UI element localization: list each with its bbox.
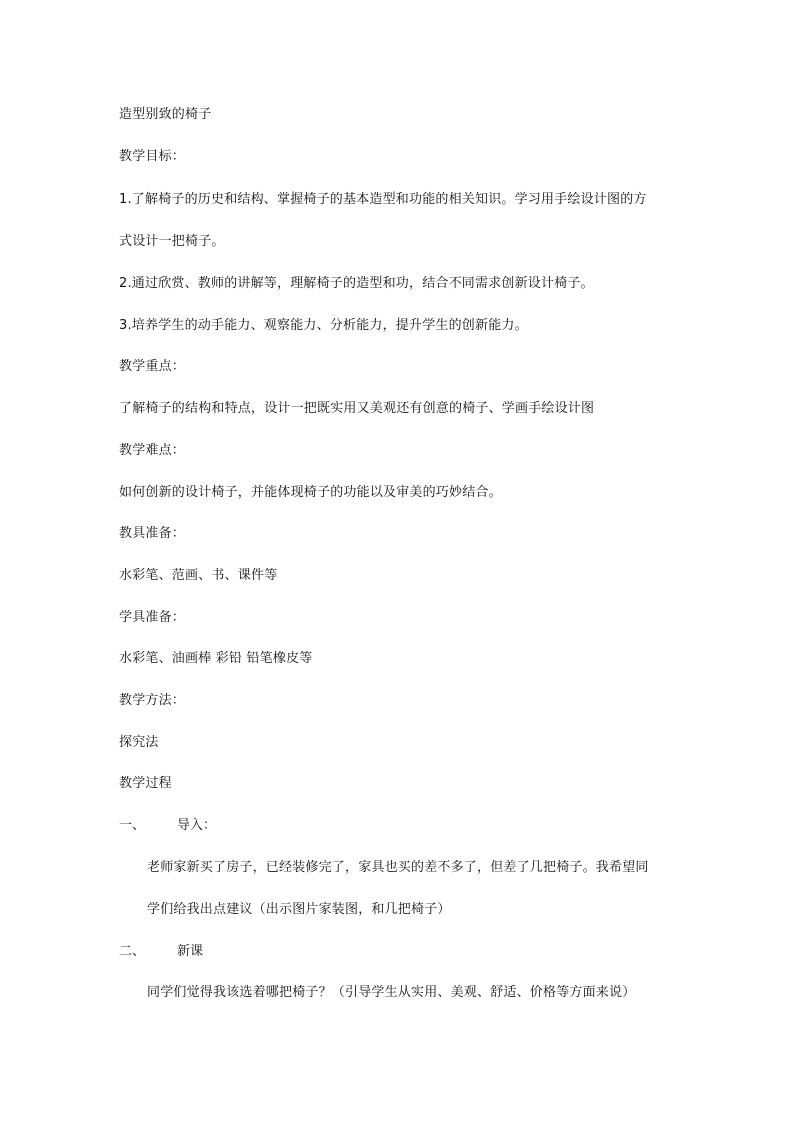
objective-2: 2.通过欣赏、教师的讲解等，理解椅子的造型和功，结合不同需求创新设计椅子。 <box>119 276 594 291</box>
section-1-text-line-1: 老师家新买了房子，已经装修完了，家具也买的差不多了，但差了几把椅子。我希望同 <box>147 860 649 875</box>
section-1-heading <box>119 818 216 834</box>
teacher-tools-text: 水彩笔、范画、书、课件等 <box>119 568 278 583</box>
key-points-heading: 教学重点： <box>119 359 186 374</box>
difficulties-heading: 教学难点： <box>119 443 186 458</box>
teacher-tools-heading: 教具准备： <box>119 526 186 541</box>
difficulties-text: 如何创新的设计椅子，并能体现椅子的功能以及审美的巧妙结合。 <box>119 485 502 500</box>
objective-1-line-2: 式设计一把椅子。 <box>119 234 225 249</box>
section-2-text: 同学们觉得我该选着哪把椅子？（引导学生从实用、美观、舒适、价格等方面来说） <box>147 985 636 1000</box>
section-2-marker: 二、 <box>119 944 146 959</box>
section-1-text-line-2: 学们给我出点建议（出示图片家装图，和几把椅子） <box>147 902 451 917</box>
section-1-title: 导入： <box>177 818 217 833</box>
methods-text: 探究法 <box>119 735 159 750</box>
section-2-heading <box>119 944 203 960</box>
objective-1-line-1: 1.了解椅子的历史和结构、掌握椅子的基本造型和功能的相关知识。学习用手绘设计图的方 <box>119 192 647 207</box>
process-heading: 教学过程 <box>119 776 172 791</box>
key-points-text: 了解椅子的结构和特点，设计一把既实用又美观还有创意的椅子、学画手绘设计图 <box>119 401 595 416</box>
section-2-title: 新课 <box>177 944 204 959</box>
document-title: 造型别致的椅子 <box>119 107 212 122</box>
objectives-heading: 教学目标： <box>119 149 186 164</box>
methods-heading: 教学方法： <box>119 693 186 708</box>
section-1-marker: 一、 <box>119 818 146 833</box>
student-tools-heading: 学具准备： <box>119 610 186 625</box>
student-tools-text: 水彩笔、油画棒 彩铅 铅笔橡皮等 <box>119 651 313 666</box>
objective-3: 3.培养学生的动手能力、观察能力、分析能力，提升学生的创新能力。 <box>119 318 528 333</box>
